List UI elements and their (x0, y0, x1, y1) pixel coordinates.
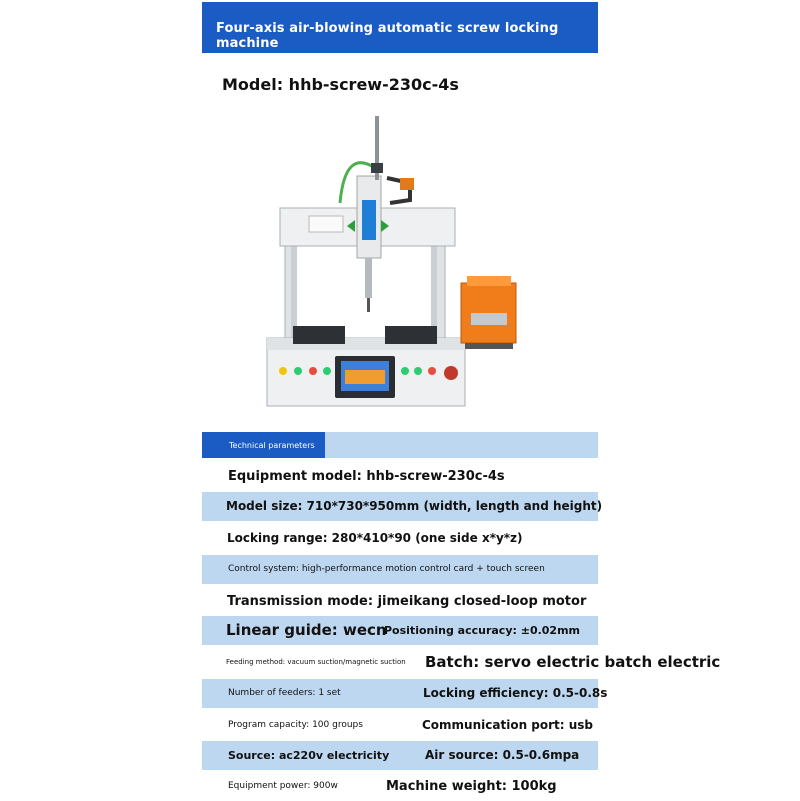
title-banner (202, 2, 598, 53)
machine-illustration (265, 108, 525, 413)
communication-port: Communication port: usb (422, 718, 594, 732)
positioning-accuracy: Positioning accuracy: ±0.02mm (384, 624, 581, 637)
param-row (202, 772, 598, 801)
transmission-mode: Transmission mode: jimeikang closed-loop motor (227, 594, 587, 609)
section-title: Technical parameters (229, 441, 315, 450)
param-row (202, 462, 598, 491)
linear-guide: Linear guide: wecn (226, 621, 387, 639)
model-size: Model size: 710*730*950mm (width, length and height) (226, 499, 603, 513)
batch: Batch: servo electric batch electric (425, 653, 721, 671)
param-row (202, 555, 598, 584)
param-row (202, 648, 721, 677)
source: Source: ac220v electricity (228, 749, 390, 762)
page-title: Four-axis air-blowing automatic screw locking machine (216, 21, 559, 51)
model-heading: Model: hhb-screw-230c-4s (222, 75, 459, 94)
locking-range: Locking range: 280*410*90 (one side x*y*z) (227, 531, 523, 545)
control-system: Control system: high-performance motion control card + touch screen (228, 564, 545, 574)
equipment-power: Equipment power: 900w (228, 781, 338, 791)
program-capacity: Program capacity: 100 groups (228, 720, 363, 730)
locking-efficiency: Locking efficiency: 0.5-0.8s (423, 686, 608, 700)
machine-weight: Machine weight: 100kg (386, 779, 557, 794)
param-row (202, 616, 598, 645)
param-row (202, 679, 608, 708)
number-of-feeders: Number of feeders: 1 set (228, 688, 341, 698)
feeding-method: Feeding method: vacuum suction/magnetic suction (226, 658, 406, 666)
param-row (202, 587, 598, 616)
param-row (202, 492, 603, 521)
param-row (202, 524, 598, 553)
param-row (202, 741, 598, 770)
air-source: Air source: 0.5-0.6mpa (425, 748, 580, 762)
equipment-model: Equipment model: hhb-screw-230c-4s (228, 469, 505, 484)
param-row (202, 711, 598, 740)
technical-parameters-header (202, 432, 598, 458)
section-tab (202, 432, 325, 458)
